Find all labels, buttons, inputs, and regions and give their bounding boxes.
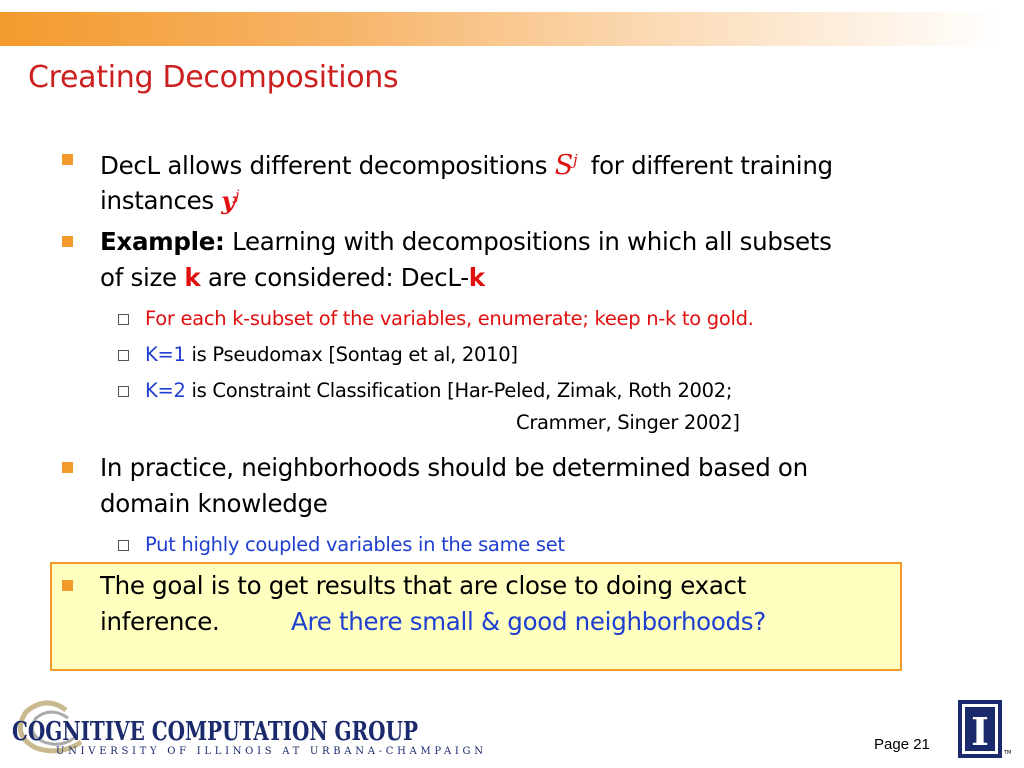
hollow-square-bullet-icon bbox=[118, 540, 129, 551]
illinois-letter: I bbox=[971, 709, 989, 754]
sub-bullet-k2-line2 bbox=[516, 408, 740, 438]
sub-bullet-text: Crammer, Singer 2002] bbox=[516, 411, 740, 434]
math-s-superscript: j bbox=[572, 151, 578, 169]
example-label: Example: bbox=[100, 227, 225, 256]
trademark: TM bbox=[1004, 750, 1012, 756]
page-number: Page 21 bbox=[874, 736, 930, 753]
k-highlight: k bbox=[184, 263, 201, 292]
bullet-text: The goal is to get results that are close to doing exact bbox=[100, 571, 747, 600]
math-y: y bbox=[221, 186, 236, 216]
bullet-text: domain knowledge bbox=[100, 489, 328, 518]
math-y-superscript: j bbox=[235, 188, 240, 204]
sub-bullet-text: is Pseudomax [Sontag et al, 2010] bbox=[191, 343, 518, 366]
bullet-text: inference. bbox=[100, 607, 220, 636]
sub-bullet-text: Put highly coupled variables in the same set bbox=[145, 533, 565, 556]
k-value: K=2 bbox=[145, 379, 186, 402]
slide-title: Creating Decompositions bbox=[28, 60, 399, 95]
bullet-text: In practice, neighborhoods should be determined based on bbox=[100, 453, 808, 482]
square-bullet-icon bbox=[62, 154, 73, 165]
bullet-text: DecL allows different decompositions bbox=[100, 151, 548, 181]
bullet-text-cont: for different training bbox=[590, 151, 833, 181]
cognitive-computation-group-logo bbox=[6, 690, 486, 760]
bullet-text: of size bbox=[100, 263, 177, 292]
square-bullet-icon bbox=[62, 580, 73, 591]
question-text: Are there small & good neighborhoods? bbox=[291, 607, 766, 636]
header-accent-bar bbox=[0, 12, 1000, 46]
hollow-square-bullet-icon bbox=[118, 386, 129, 397]
illinois-block-i-logo bbox=[958, 700, 1002, 758]
logo-main-text: COGNITIVE COMPUTATION GROUP bbox=[12, 717, 418, 747]
sub-bullet-text: is Constraint Classification [Har-Peled, Zimak, Roth 2002; bbox=[191, 379, 733, 402]
logo-sub-text: UNIVERSITY OF ILLINOIS AT URBANA-CHAMPAIGN bbox=[56, 746, 486, 757]
sub-bullet-text: For each k-subset of the variables, enumerate; keep n-k to gold. bbox=[145, 307, 754, 330]
math-s: S bbox=[554, 150, 573, 182]
bullet-text: are considered: DecL- bbox=[207, 263, 469, 292]
square-bullet-icon bbox=[62, 236, 73, 247]
bullet-text: instances bbox=[100, 186, 214, 216]
bullet-text: Learning with decompositions in which all subsets bbox=[232, 227, 832, 256]
square-bullet-icon bbox=[62, 462, 73, 473]
k-value: K=1 bbox=[145, 343, 186, 366]
hollow-square-bullet-icon bbox=[118, 314, 129, 325]
k-highlight: k bbox=[468, 263, 485, 292]
hollow-square-bullet-icon bbox=[118, 350, 129, 361]
